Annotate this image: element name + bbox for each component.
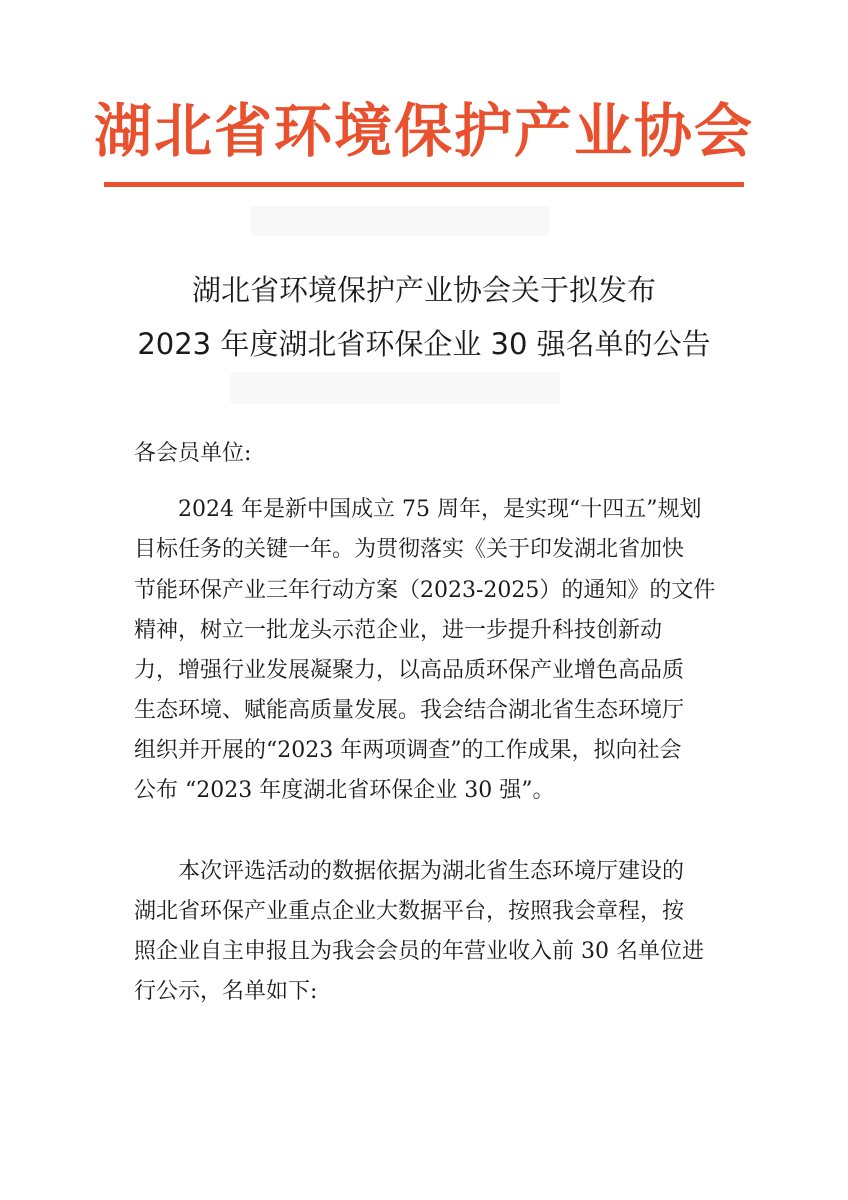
paragraph-2-line: 湖北省环保产业重点企业大数据平台，按照我会章程，按	[134, 899, 685, 924]
letterhead-red-rule	[104, 182, 744, 187]
paragraph-2-line: 本次评选活动的数据依据为湖北省生态环境厅建设的	[178, 859, 685, 884]
document-title-line-2: 2023 年度湖北省环保企业 30 强名单的公告	[137, 327, 711, 361]
paragraph-2-line: 行公示，名单如下:	[134, 979, 318, 1004]
paragraph-1-line: 力，增强行业发展凝聚力，以高品质环保产业增色高品质	[134, 658, 685, 683]
paragraph-1-line: 目标任务的关键一年。为贯彻落实《关于印发湖北省加快	[134, 537, 685, 562]
paragraph-1-line: 组织并开展的“2023 年两项调查”的工作成果，拟向社会	[134, 738, 682, 763]
faint-bleed-through-mark	[230, 372, 560, 404]
paragraph-1-line: 2024 年是新中国成立 75 周年，是实现“十四五”规划	[178, 497, 702, 522]
paragraph-1-line: 生态环境、赋能高质量发展。我会结合湖北省生态环境厅	[134, 698, 685, 723]
faint-bleed-through-mark	[250, 206, 550, 236]
paragraph-2-line: 照企业自主申报且为我会会员的年营业收入前 30 名单位进	[134, 939, 704, 964]
paragraph-1-line: 节能环保产业三年行动方案（2023-2025）的通知》的文件	[134, 578, 716, 603]
paragraph-1-line: 精神，树立一批龙头示范企业，进一步提升科技创新动	[134, 618, 663, 643]
salutation: 各会员单位:	[134, 441, 252, 466]
organization-letterhead: 湖北省环境保护产业协会	[93, 97, 754, 165]
document-title-line-1: 湖北省环境保护产业协会关于拟发布	[191, 273, 656, 307]
paragraph-1-line: 公布 “2023 年度湖北省环保企业 30 强”。	[134, 778, 555, 803]
